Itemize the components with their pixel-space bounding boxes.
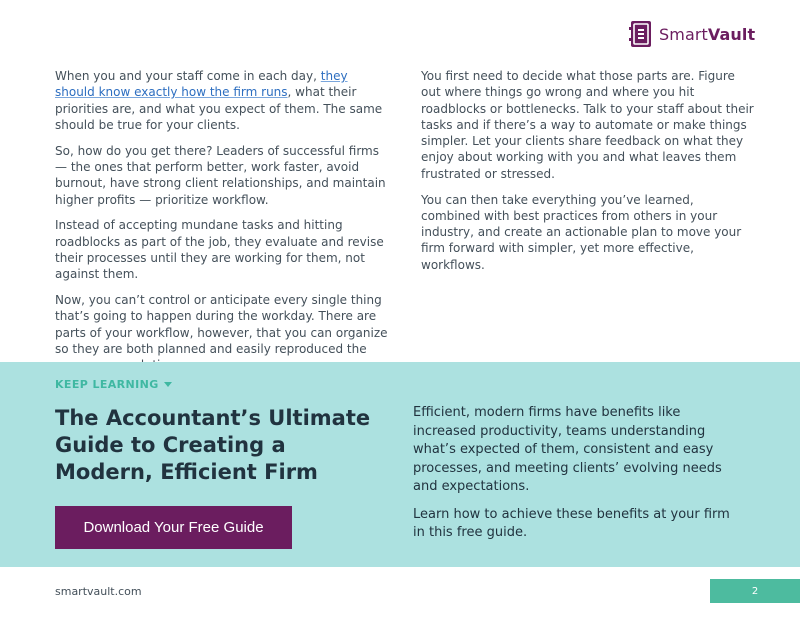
- logo-wordmark: [659, 25, 755, 44]
- guide-title: The Accountant’s Ultimate Guide to Creating a Modern, Efficient Firm: [55, 406, 371, 484]
- smartvault-logo: [629, 20, 755, 48]
- left-p1-tail: , what their priorities are, and what you expect of them. The same should be true for your clients.: [55, 85, 383, 132]
- smartvault-logo-icon: [629, 20, 653, 48]
- left-p1-lead: When you and your staff come in each day,: [55, 69, 321, 83]
- right-paragraph-1: You first need to decide what those parts are. Figure out where things go wrong and where you hit roadblocks or bottlenecks. Talk to your staff about their tasks and if there’s a way to automate or make things simpler. Let your clients share feedback on what they enjoy about working with you and what leaves them frustrated or stressed.: [421, 69, 754, 181]
- page-number-tab: [710, 579, 800, 603]
- guide-description-2: Learn how to achieve these benefits at your firm in this free guide.: [413, 506, 730, 540]
- logo-wordmark-light: Smart: [659, 24, 708, 44]
- left-paragraph-3: Instead of accepting mundane tasks and hitting roadblocks as part of the job, they evaluate and revise their processes until they are working for them, not against them.: [55, 218, 384, 282]
- left-paragraph-2: So, how do you get there? Leaders of successful firms — the ones that perform better, work faster, avoid burnout, have strong client relationships, and maintain higher profits — prioritize workflow.: [55, 143, 386, 207]
- right-paragraph-2: You can then take everything you’ve learned, combined with best practices from others in your industry, and create an actionable plan to move your firm forward with simpler, yet more effective, workflows.: [421, 192, 742, 272]
- logo-wordmark-bold: Vault: [707, 24, 756, 44]
- left-paragraph-1: [55, 68, 389, 133]
- page-number: 2: [751, 585, 759, 597]
- download-guide-button[interactable]: Download Your Free Guide: [55, 506, 292, 549]
- firm-runs-link[interactable]: they should know exactly how the firm runs: [55, 69, 348, 100]
- left-column: [55, 68, 389, 383]
- guide-description-1: Efficient, modern firms have benefits like increased productivity, teams understanding what’s expected of them, consistent and easy processes, and meeting clients’ evolving needs and expectations.: [413, 405, 722, 494]
- keep-learning-kicker: [55, 378, 172, 391]
- guide-description: [413, 404, 731, 552]
- right-column: [421, 68, 755, 283]
- left-paragraph-4: Now, you can’t control or anticipate every single thing that’s going to happen during the workday. There are parts of your workflow, however, that you can organize so they are both planned and easily reproduced the: [55, 293, 388, 356]
- caret-down-icon: [164, 382, 172, 387]
- kicker-label: KEEP LEARNING: [55, 378, 159, 391]
- keep-learning-band: [0, 362, 800, 567]
- footer-url[interactable]: smartvault.com: [55, 585, 142, 598]
